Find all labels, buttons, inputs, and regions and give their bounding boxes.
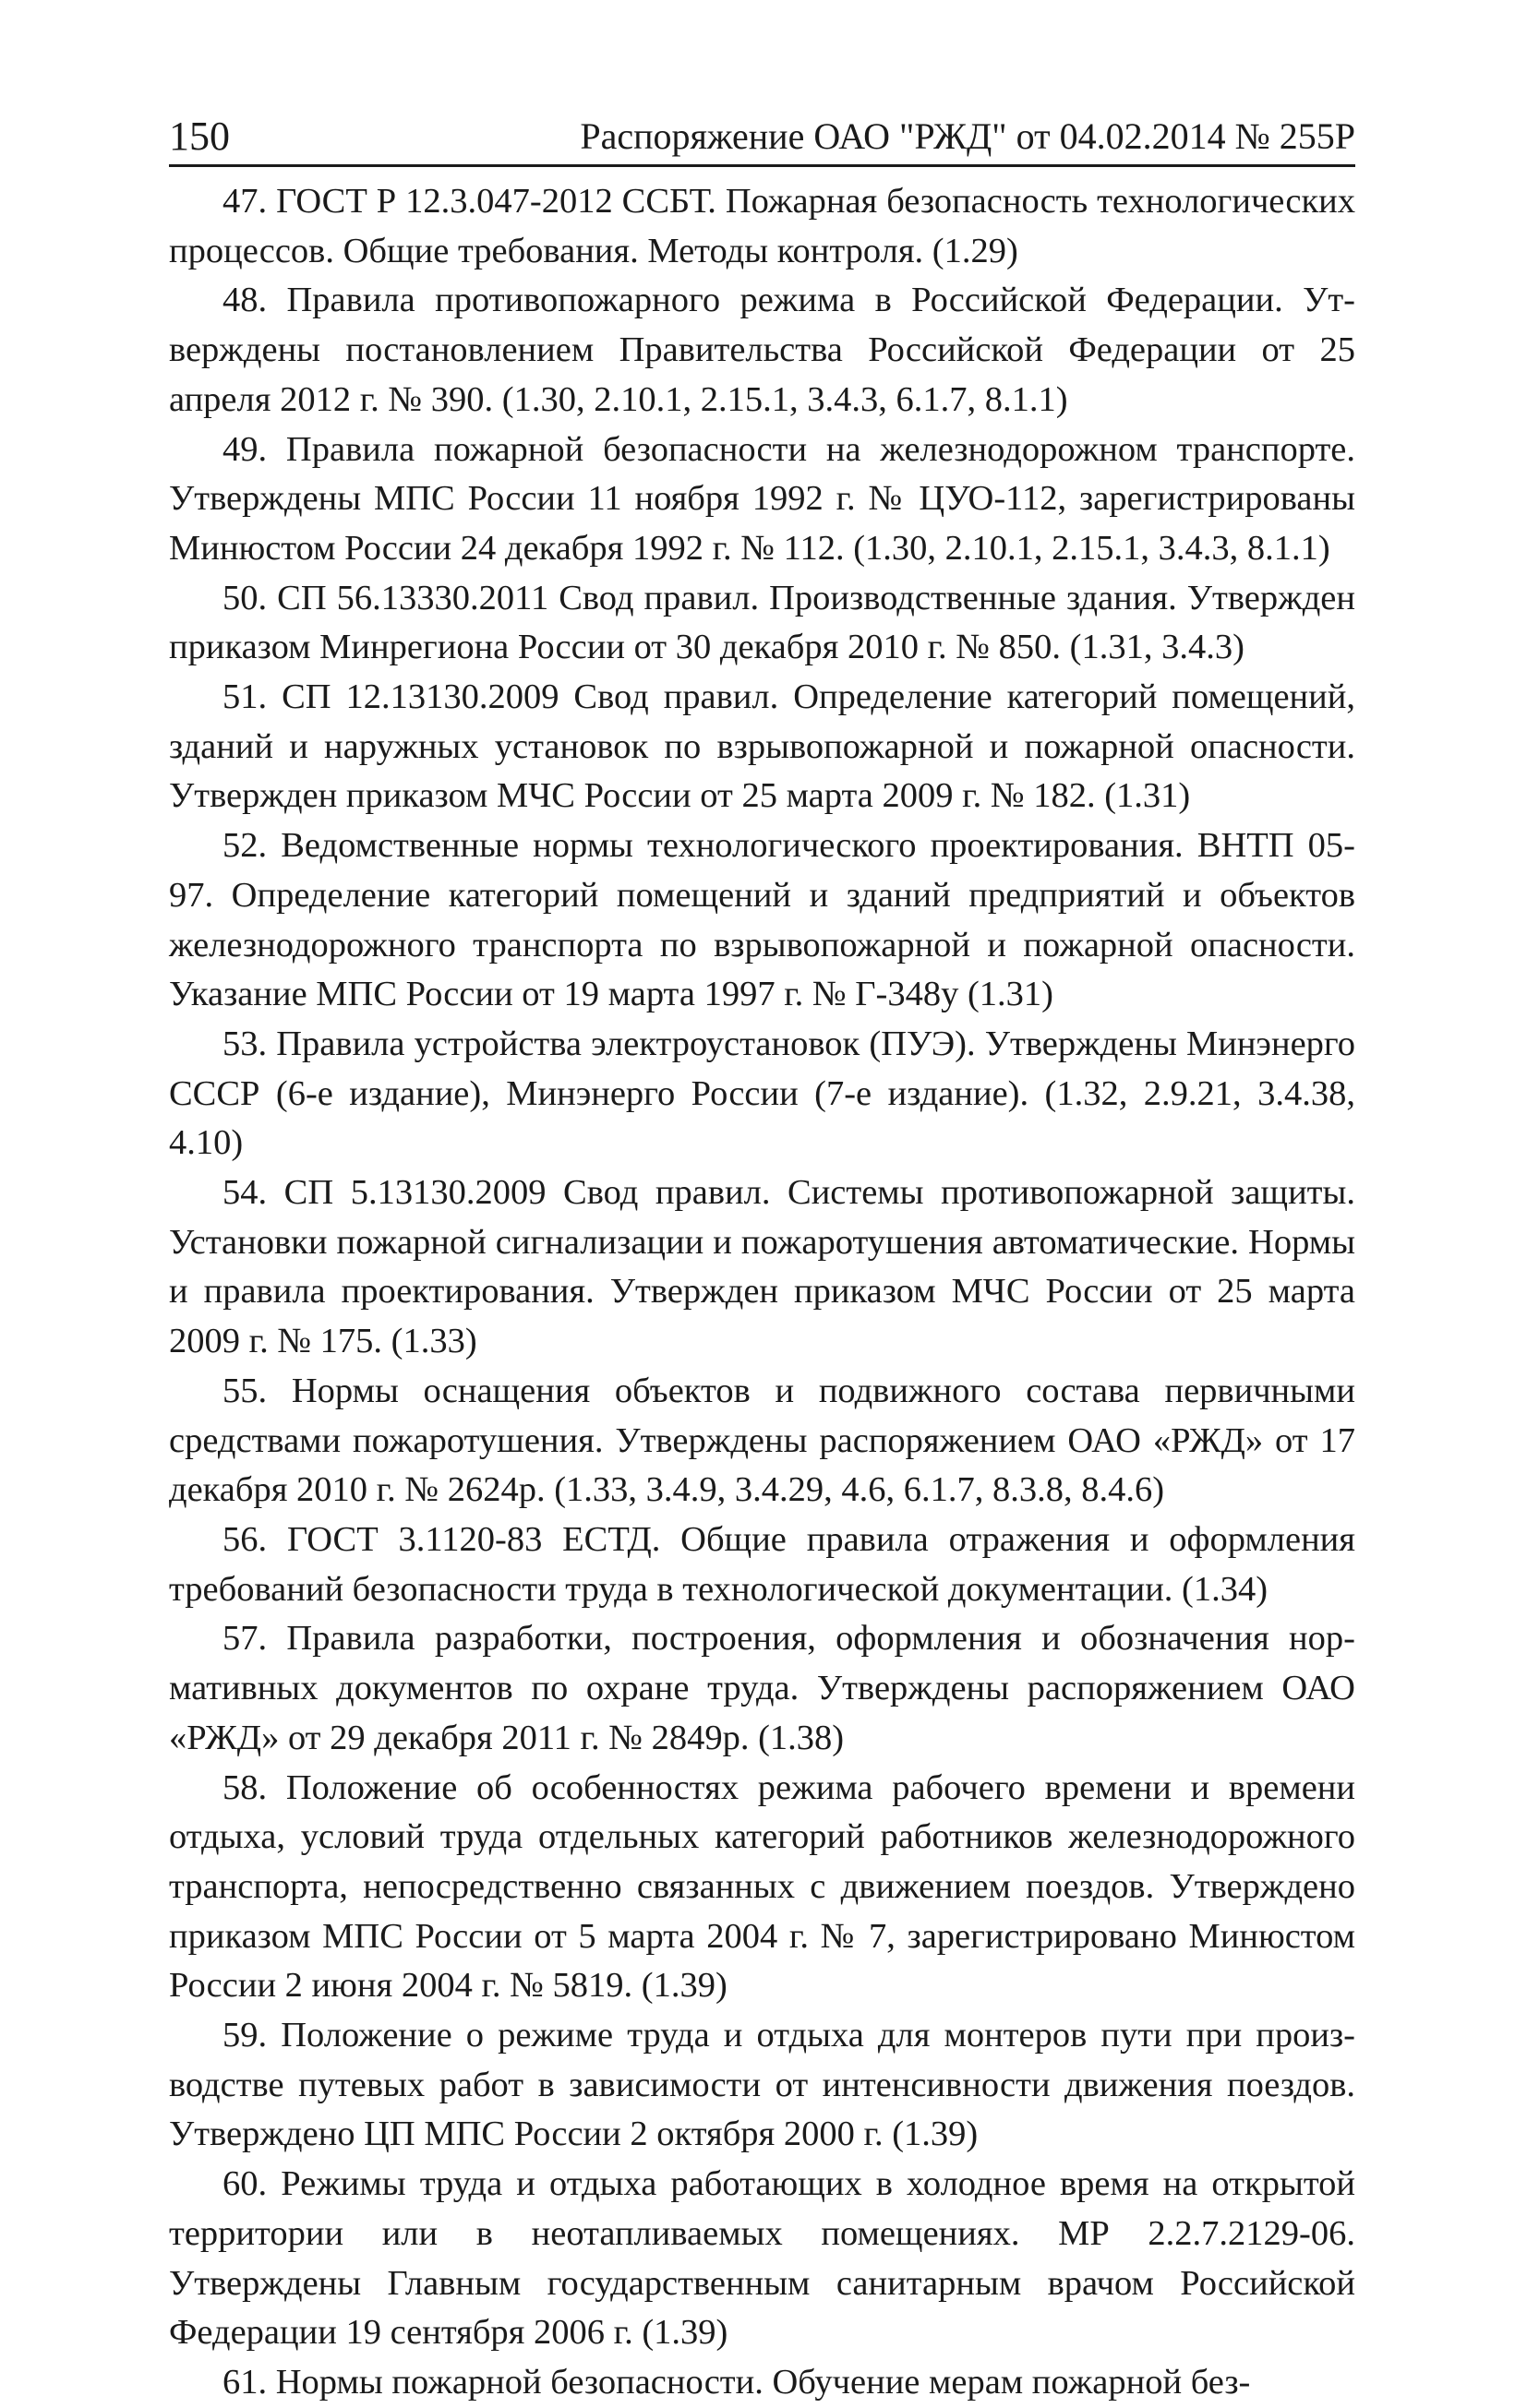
list-item: 47. ГОСТ Р 12.3.047-2012 ССБТ. Пожарная безопасность технологических процессов. Общие требования. Методы контроля. (1.29) xyxy=(169,182,1355,270)
header-rule xyxy=(169,164,1355,167)
list-item: 56. ГОСТ 3.1120-83 ЕСТД. Общие правила отражения и оформления требований безопасности труда в технологической документации. (1.34) xyxy=(169,1519,1355,1609)
list-item: 50. СП 56.13330.2011 Свод правил. Производственные здания. Утвержден приказом Минрегиона России от 30 декабря 2010 г. № 850. (1.31, 3.4.3) xyxy=(169,578,1355,667)
list-item: 48. Правила противопожарного режима в Российской Федерации. Утверждены постановлением Правительства Российской Федерации от 25 апреля 2012 г. № 390. (1.30, 2.10.1, 2.15.1, 3.4.3, 6.1.7, 8.1.1) xyxy=(169,281,1355,419)
list-item: 55. Нормы оснащения объектов и подвижного состава первичными средствами пожаротушения. Утверждены распоряжением ОАО «РЖД» от 17 декабря 2010 г. № 2624р. (1.33, 3.4.9, 3.4.29, 4.6, 6.1.7, 8.3.8, 8.4.6) xyxy=(169,1371,1355,1510)
list-item: 60. Режимы труда и отдыха работающих в холодное время на открытой территории или в неотапливаемых помещениях. МР 2.2.7.2129-06. Утверждены Главным государственным санитарным врачом Российской Федерации 19 сентября 2006 г. (1.39) xyxy=(169,2164,1355,2353)
list-item: 58. Положение об особенностях режима рабочего времени и времени отдыха, условий труда отдельных категорий работников железнодорожного транспорта, непосредственно связанных с движением поездов. Утверждено приказом МПС России от 5 марта 2004 г. № 7, зарегистрировано Минюстом России 2 июня 2004 г. № 5819. (1.39) xyxy=(169,1767,1355,2006)
running-header-title: Распоряжение ОАО "РЖД" от 04.02.2014 № 255Р xyxy=(580,115,1355,157)
list-item: 54. СП 5.13130.2009 Свод правил. Системы противопожарной защиты. Установки пожарной сигнализации и пожаротушения автоматические. Нормы и правила проектирования. Утвержден приказом МЧС России от 25 марта 2009 г. № 175. (1.33) xyxy=(169,1173,1355,1361)
list-item: 52. Ведомственные нормы технологического проектирования. ВНТП 05-97. Определение категорий помещений и зданий предприятий и объектов железнодорожного транспорта по взрывопожарной и пожарной опасности. Указание МПС России от 19 марта 1997 г. № Г-348у (1.31) xyxy=(169,826,1355,1014)
list-item: 53. Правила устройства электроустановок (ПУЭ). Утверждены Минэнерго СССР (6-е издание), Минэнерго России (7-е издание). (1.32, 2.9.21, 3.4.38, 4.10) xyxy=(169,1024,1355,1163)
list-item: 51. СП 12.13130.2009 Свод правил. Определение категорий помещений, зданий и наружных установок по взрывопожарной и пожарной опасности. Утвержден приказом МЧС России от 25 марта 2009 г. № 182. (1.31) xyxy=(169,677,1355,816)
list-item: 59. Положение о режиме труда и отдыха для монтеров пути при производстве путевых работ в зависимости от интенсивности движения поездов. Утверждено ЦП МПС России 2 октября 2000 г. (1.39) xyxy=(169,2016,1355,2154)
list-item: 61. Нормы пожарной безопасности. Обучение мерам пожарной без- xyxy=(222,2362,1251,2402)
reference-list xyxy=(169,177,1355,2408)
list-item: 57. Правила разработки, построения, оформления и обозначения нормативных документов по охране труда. Утверждены распоряжением ОАО «РЖД» от 29 декабря 2011 г. № 2849р. (1.38) xyxy=(169,1619,1355,1757)
page-header xyxy=(169,109,1355,166)
list-item: 49. Правила пожарной безопасности на железнодорожном транспорте. Утверждены МПС России 11 ноября 1992 г. № ЦУО-112, зарегистрированы Минюстом России 24 декабря 1992 г. № 112. (1.30, 2.10.1, 2.15.1, 3.4.3, 8.1.1) xyxy=(169,429,1355,568)
page-number: 150 xyxy=(169,114,230,159)
